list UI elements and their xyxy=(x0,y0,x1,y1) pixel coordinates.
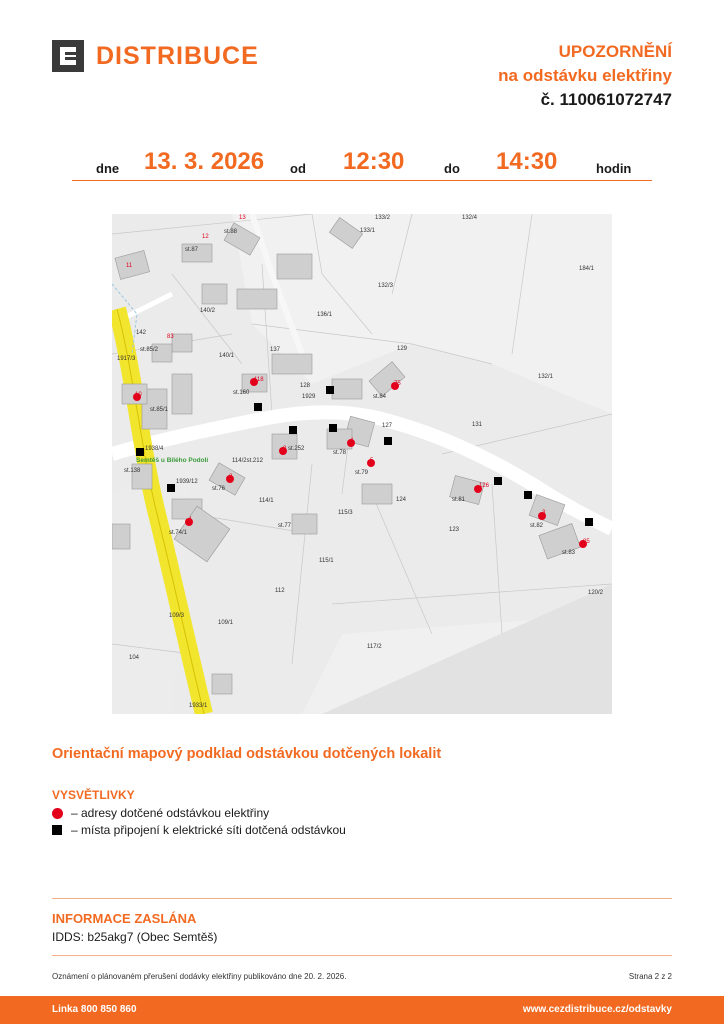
footer-bar xyxy=(0,996,724,1024)
svg-text:st.77: st.77 xyxy=(278,523,292,529)
date-label: dne xyxy=(96,161,120,176)
svg-text:1: 1 xyxy=(189,517,193,523)
publication-note: Oznámení o plánovaném přerušení dodávky elektřiny publikováno dne 20. 2. 2026. xyxy=(52,972,347,981)
footer-url-link[interactable]: www.cezdistribuce.cz/odstavky xyxy=(522,1004,672,1015)
svg-text:184/1: 184/1 xyxy=(579,266,595,272)
svg-text:5: 5 xyxy=(370,458,374,464)
info-text: IDDS: b25akg7 (Obec Semtěš) xyxy=(52,930,218,944)
svg-text:st.79: st.79 xyxy=(355,470,369,476)
cez-logo-icon xyxy=(52,40,84,72)
svg-text:118: 118 xyxy=(254,377,264,383)
svg-text:112: 112 xyxy=(275,588,285,594)
svg-text:st.85/1: st.85/1 xyxy=(150,407,169,413)
svg-text:11: 11 xyxy=(126,263,133,269)
svg-text:13: 13 xyxy=(239,215,246,221)
svg-text:133/1: 133/1 xyxy=(360,228,376,234)
svg-text:114/1: 114/1 xyxy=(259,498,274,504)
legend-connection-row xyxy=(52,823,346,837)
svg-text:1929: 1929 xyxy=(302,394,316,400)
notice-number: č. 110061072747 xyxy=(540,90,672,109)
time-to: 14:30 xyxy=(496,148,558,175)
svg-text:85: 85 xyxy=(583,539,590,545)
svg-text:137: 137 xyxy=(270,347,281,353)
map-section-title: Orientační mapový podklad odstávkou dotčených lokalit xyxy=(52,746,442,762)
svg-text:1917/3: 1917/3 xyxy=(117,356,136,362)
svg-text:133/2: 133/2 xyxy=(375,215,391,221)
time-from: 12:30 xyxy=(343,148,405,175)
svg-text:83: 83 xyxy=(167,334,174,340)
svg-text:st.81: st.81 xyxy=(452,497,466,503)
hours-label: hodin xyxy=(596,161,632,176)
svg-text:117/2: 117/2 xyxy=(367,644,382,650)
legend-address-text: – adresy dotčené odstávkou elektřiny xyxy=(71,806,270,820)
svg-text:st.160: st.160 xyxy=(233,390,250,396)
svg-text:8: 8 xyxy=(283,446,287,452)
svg-text:st.76: st.76 xyxy=(212,486,226,492)
black-square-icon xyxy=(52,825,62,835)
divider xyxy=(52,955,672,956)
svg-text:115/1: 115/1 xyxy=(319,558,334,564)
outage-date: 13. 3. 2026 xyxy=(144,148,265,175)
svg-text:st.252: st.252 xyxy=(288,446,305,452)
svg-text:129: 129 xyxy=(397,346,408,352)
svg-text:128: 128 xyxy=(300,383,311,389)
notice-title: UPOZORNĚNÍ xyxy=(558,42,672,61)
outage-map xyxy=(112,214,612,714)
svg-text:st.138: st.138 xyxy=(124,468,141,474)
svg-text:140/2: 140/2 xyxy=(200,308,216,314)
svg-text:st.83: st.83 xyxy=(562,550,576,556)
svg-text:140/1: 140/1 xyxy=(219,353,235,359)
svg-text:104: 104 xyxy=(129,655,140,661)
svg-text:st.82: st.82 xyxy=(530,523,544,529)
svg-text:126: 126 xyxy=(479,483,490,489)
svg-text:75: 75 xyxy=(394,381,401,387)
to-label: do xyxy=(444,161,460,176)
svg-text:123: 123 xyxy=(449,527,460,533)
svg-text:127: 127 xyxy=(382,423,393,429)
svg-text:2: 2 xyxy=(229,474,233,480)
notice-subtitle: na odstávku elektřiny xyxy=(498,66,672,85)
divider xyxy=(52,898,672,899)
svg-text:1939/12: 1939/12 xyxy=(176,479,198,485)
svg-text:3: 3 xyxy=(542,510,546,516)
logo-text: DISTRIBUCE xyxy=(96,42,259,70)
svg-text:115/3: 115/3 xyxy=(338,510,353,516)
legend-title: VYSVĚTLIVKY xyxy=(52,788,135,802)
svg-text:132/4: 132/4 xyxy=(462,215,478,221)
svg-text:124: 124 xyxy=(396,497,407,503)
legend-address-row xyxy=(52,806,269,820)
notice-header xyxy=(498,40,672,112)
svg-text:109/3: 109/3 xyxy=(169,613,185,619)
info-title: INFORMACE ZASLÁNA xyxy=(52,911,197,926)
svg-text:st.84: st.84 xyxy=(373,394,387,400)
svg-text:120/2: 120/2 xyxy=(588,590,604,596)
svg-text:st.88: st.88 xyxy=(224,229,238,235)
svg-text:st.78: st.78 xyxy=(333,450,347,456)
svg-text:109/1: 109/1 xyxy=(218,620,234,626)
svg-text:136/1: 136/1 xyxy=(317,312,333,318)
svg-text:131: 131 xyxy=(472,422,483,428)
svg-text:142: 142 xyxy=(136,330,147,336)
red-dot-icon xyxy=(52,808,63,819)
svg-text:1938/4: 1938/4 xyxy=(145,446,164,452)
svg-text:132/3: 132/3 xyxy=(378,283,394,289)
page-number: Strana 2 z 2 xyxy=(628,972,672,981)
svg-text:114/2st.212: 114/2st.212 xyxy=(232,458,263,464)
svg-text:10: 10 xyxy=(135,392,142,398)
locality-label: Semtěš u Bílého Podolí xyxy=(136,457,209,464)
svg-text:132/1: 132/1 xyxy=(538,374,554,380)
svg-text:st.85/2: st.85/2 xyxy=(140,347,159,353)
from-label: od xyxy=(290,161,306,176)
svg-text:4: 4 xyxy=(350,438,354,444)
footer-phone[interactable]: Linka 800 850 860 xyxy=(52,1004,137,1015)
svg-text:st.87: st.87 xyxy=(185,247,199,253)
svg-text:12: 12 xyxy=(202,234,209,240)
legend-connection-text: – místa připojení k elektrické síti dotčená odstávkou xyxy=(71,823,346,837)
svg-text:1933/1: 1933/1 xyxy=(189,703,208,709)
svg-text:st.74/1: st.74/1 xyxy=(169,530,188,536)
schedule-line xyxy=(72,148,652,181)
